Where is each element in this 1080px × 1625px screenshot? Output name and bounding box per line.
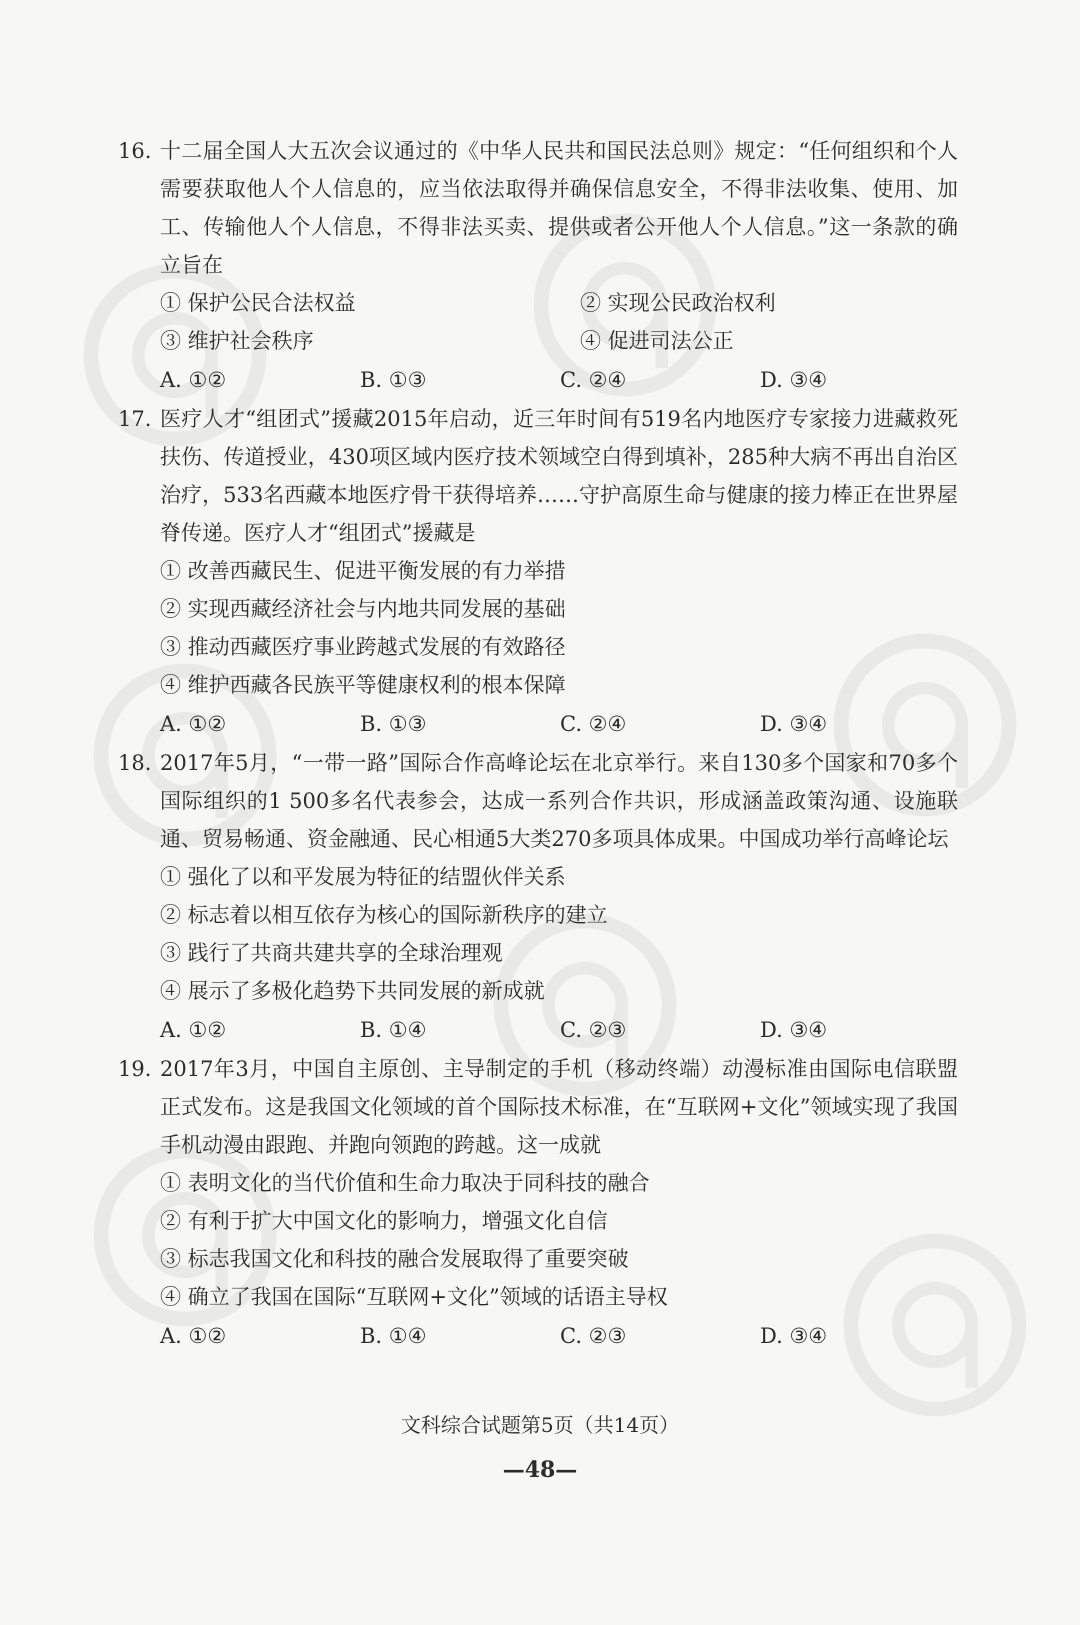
statement-option: ③ 维护社会秩序: [160, 329, 314, 353]
statement-option: ① 强化了以和平发展为特征的结盟伙伴关系: [160, 865, 566, 889]
statement-option: ① 保护公民合法权益: [160, 291, 356, 315]
statement-option: ③ 标志我国文化和科技的融合发展取得了重要突破: [160, 1247, 629, 1271]
choice-a[interactable]: A. ①②: [160, 1018, 227, 1042]
statement-option: ④ 维护西藏各民族平等健康权利的根本保障: [160, 673, 566, 697]
question-number: 18.: [118, 751, 152, 775]
choice-c[interactable]: C. ②④: [560, 368, 627, 392]
answer-choices: [160, 360, 958, 400]
statement-option: ② 标志着以相互依存为核心的国际新秩序的建立: [160, 903, 608, 927]
answer-choices: [160, 1010, 958, 1050]
question-18: [118, 744, 958, 1050]
question-stem: 2017年5月，“一带一路”国际合作高峰论坛在北京举行。来自130多个国家和70多个国际组织的1 500多名代表参会，达成一系列合作共识，形成涵盖政策沟通、设施联通、贸易畅通、资金融通、民心相通5大类270多项具体成果。中国成功举行高峰论坛: [160, 751, 958, 851]
answer-choices: [160, 1316, 958, 1356]
page-footer: 文科综合试题第5页（共14页）: [400, 1413, 680, 1437]
question-stem: 医疗人才“组团式”援藏2015年启动，近三年时间有519名内地医疗专家接力进藏救死扶伤、传道授业，430项区域内医疗技术领域空白得到填补，285种大病不再出自治区治疗，533名西藏本地医疗骨干获得培养……守护高原生命与健康的接力棒正在世界屋脊传递。医疗人才“组团式”援藏是: [160, 407, 958, 545]
statement-option: ③ 推动西藏医疗事业跨越式发展的有效路径: [160, 635, 566, 659]
choice-b[interactable]: B. ①④: [360, 1018, 427, 1042]
choice-a[interactable]: A. ①②: [160, 712, 227, 736]
statement-option: ④ 促进司法公正: [580, 329, 734, 353]
statement-option: ② 实现公民政治权利: [580, 291, 776, 315]
page-number: —48—: [502, 1457, 578, 1483]
question-number: 19.: [118, 1057, 152, 1081]
statement-option: ④ 确立了我国在国际“互联网+文化”领域的话语主导权: [160, 1285, 668, 1309]
statement-option: ① 表明文化的当代价值和生命力取决于同科技的融合: [160, 1171, 650, 1195]
answer-choices: [160, 704, 958, 744]
statement-option: ① 改善西藏民生、促进平衡发展的有力举措: [160, 559, 566, 583]
choice-d[interactable]: D. ③④: [760, 1018, 828, 1042]
choice-b[interactable]: B. ①③: [360, 368, 427, 392]
choice-d[interactable]: D. ③④: [760, 1324, 828, 1348]
statement-option: ③ 践行了共商共建共享的全球治理观: [160, 941, 503, 965]
statement-option: ② 有利于扩大中国文化的影响力，增强文化自信: [160, 1209, 608, 1233]
choice-c[interactable]: C. ②③: [560, 1324, 627, 1348]
exam-page: [118, 132, 958, 1356]
choice-c[interactable]: C. ②③: [560, 1018, 627, 1042]
choice-b[interactable]: B. ①③: [360, 712, 427, 736]
question-19: [118, 1050, 958, 1356]
question-17: [118, 400, 958, 744]
choice-b[interactable]: B. ①④: [360, 1324, 427, 1348]
question-stem: 十二届全国人大五次会议通过的《中华人民共和国民法总则》规定：“任何组织和个人需要获取他人个人信息的，应当依法取得并确保信息安全，不得非法收集、使用、加工、传输他人个人信息，不得非法买卖、提供或者公开他人个人信息。”这一条款的确立旨在: [160, 139, 958, 277]
choice-a[interactable]: A. ①②: [160, 368, 227, 392]
question-16: [118, 132, 958, 400]
choice-c[interactable]: C. ②④: [560, 712, 627, 736]
question-number: 16.: [118, 139, 152, 163]
question-number: 17.: [118, 407, 152, 431]
question-stem: 2017年3月，中国自主原创、主导制定的手机（移动终端）动漫标准由国际电信联盟正式发布。这是我国文化领域的首个国际技术标准，在“互联网+文化”领域实现了我国手机动漫由跟跑、并跑向领跑的跨越。这一成就: [160, 1057, 958, 1157]
statement-option: ④ 展示了多极化趋势下共同发展的新成就: [160, 979, 545, 1003]
choice-d[interactable]: D. ③④: [760, 368, 828, 392]
statement-option: ② 实现西藏经济社会与内地共同发展的基础: [160, 597, 566, 621]
choice-a[interactable]: A. ①②: [160, 1324, 227, 1348]
choice-d[interactable]: D. ③④: [760, 712, 828, 736]
statement-options: [160, 284, 958, 360]
